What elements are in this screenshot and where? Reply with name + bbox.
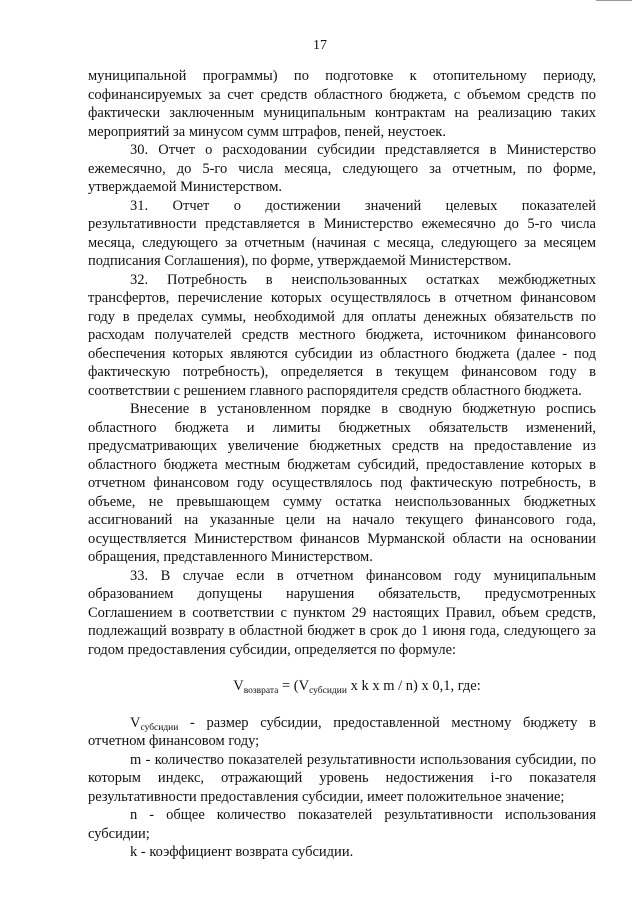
definition-v-sub: субсидии xyxy=(140,722,179,733)
corner-mark xyxy=(596,0,632,4)
formula-sub-subsidy: субсидии xyxy=(309,686,347,696)
page-number: 17 xyxy=(313,38,327,53)
definition-v xyxy=(88,714,596,751)
definition-v-text: - размер субсидии, предоставленной местному бюджету в отчетном финансовом году; xyxy=(88,714,596,749)
formula-tail: x k x m / n) x 0,1, где: xyxy=(346,678,481,694)
formula-v: V xyxy=(233,678,244,694)
paragraph-30: 30. Отчет о расходовании субсидии представляется в Министерство ежемесячно, до 5-го числа месяца, следующего за отчетным, по форме, утверждаемой Министерством. xyxy=(88,142,596,195)
paragraph-31-line1: 31. Отчет о достижении значений целевых показателей xyxy=(130,197,596,214)
definition-v-symbol: V xyxy=(130,714,141,731)
definition-m: m - количество показателей результативности использования субсидии, по которым индекс, отражающий уровень недостижения i-го показателя результативности предоставления субсидии, имеет положительное значение; xyxy=(88,751,596,805)
paragraph-32: 32. Потребность в неиспользованных остатках межбюджетных трансфертов, перечисление которых осуществлялось в отчетном финансовом году в пределах суммы, необходимой для оплаты денежных обязательств по расходам получателей средств местного бюджета, источником финансового обеспечения которых являются субсидии из областного бюджета (далее - под фактическую потребность), определяется в текущем финансовом году в соответствии с решением главного распорядителя средств областного бюджета. xyxy=(88,271,596,399)
paragraph-continuation: софинансируемых за счет средств областного бюджета, с объемом средств по фактически заключенным муниципальным контрактам на реализацию таких мероприятий за минусом сумм штрафов, пеней, неустоек. xyxy=(88,86,596,140)
paragraph-33: 33. В случае если в отчетном финансовом году муниципальным образованием допущены нарушения обязательств, предусмотренных Соглашением в соответствии с пунктом 29 настоящих Правил, объем средств, подлежащий возврату в областной бюджет в срок до 1 июня года, следующего за годом предоставления субсидии, определяется по формуле: xyxy=(88,567,596,658)
definition-k: k - коэффициент возврата субсидии. xyxy=(130,844,354,860)
paragraph-31: результативности представляется в Министерство ежемесячно до 5-го числа месяца, следующего за отчетным (начиная с месяца, следующего за месяцем подписания Соглашения), по форме, утверждаемой Министерством. xyxy=(88,216,596,269)
formula-sub-return: возврата xyxy=(243,686,279,696)
paragraph-vnesenie: Внесение в установленном порядке в сводную бюджетную роспись областного бюджета и лимиты бюджетных обязательств изменений, предусматривающих увеличение бюджетных средств на предоставление из областного бюджета местным бюджетам субсидий, предоставление которых в отчетном финансовом году осуществлялось под фактическую потребность, в объеме, не превышающем сумму остатка неиспользованных бюджетных ассигнований на указанные цели на начало текущего финансового года, осуществляется Министерством финансов Мурманской области на основании обращения, представленного Министерством. xyxy=(88,401,596,565)
document-body xyxy=(88,67,596,862)
paragraph-continuation-line1: муниципальной программы) по подготовке к отопительному периоду, xyxy=(88,68,596,84)
definition-n: n - общее количество показателей результативности использования субсидии; xyxy=(88,807,596,842)
return-formula xyxy=(88,677,596,696)
formula-mid: = (V xyxy=(278,678,310,694)
